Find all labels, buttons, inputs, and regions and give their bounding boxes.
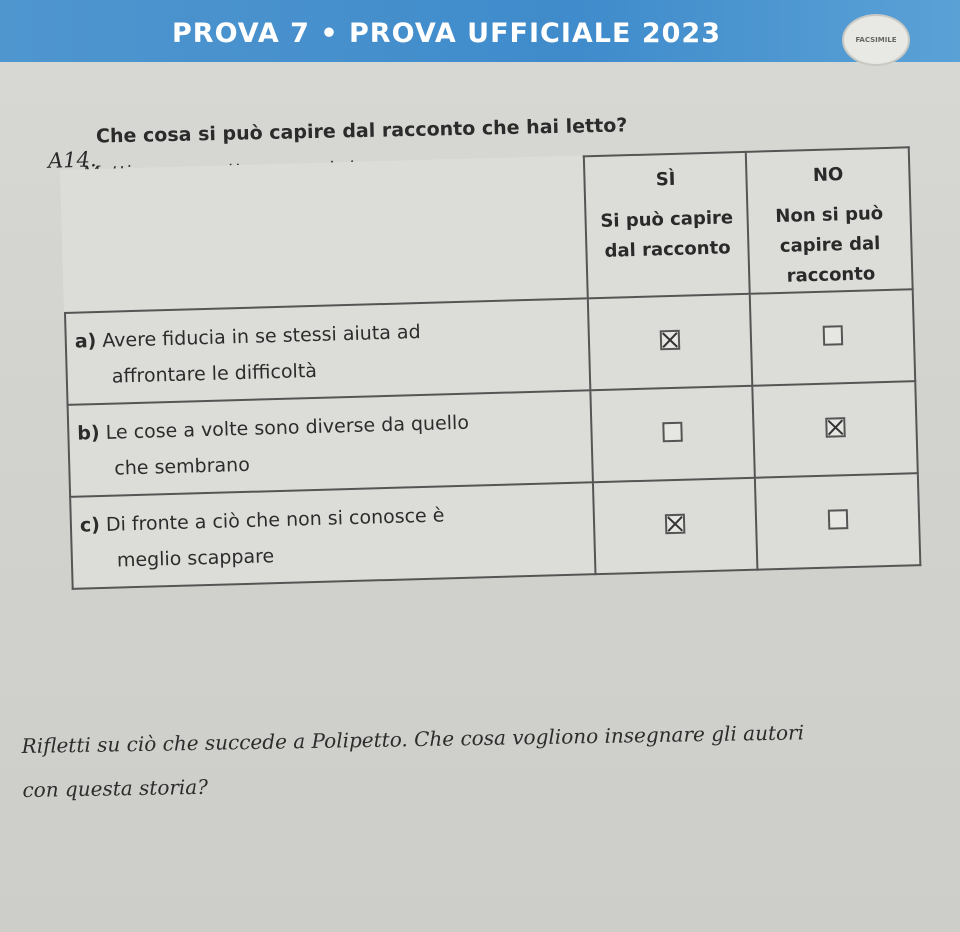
column-yes-head: SÌ — [655, 168, 676, 191]
answer-table — [60, 146, 921, 590]
row-text-line2: affrontare le difficoltà — [111, 359, 318, 388]
row-c-label — [70, 482, 595, 589]
row-a-no-checkbox[interactable] — [822, 325, 843, 346]
row-letter: a) — [74, 330, 97, 353]
row-letter: b) — [77, 421, 100, 445]
row-a-yes-cell — [588, 294, 753, 391]
facsimile-stamp — [842, 14, 910, 66]
page-title: PROVA 7 • PROVA UFFICIALE 2023 — [172, 18, 721, 49]
row-a-label — [65, 298, 590, 405]
row-text-line1: Di fronte a ciò che non si conosce è — [105, 504, 445, 536]
reflection-line2: con questa storia? — [22, 774, 209, 803]
column-yes-label: Si può capire dal racconto — [600, 207, 734, 262]
answer-table-wrap — [60, 146, 943, 640]
row-b-yes-checkbox[interactable] — [662, 422, 683, 443]
header-banner — [0, 0, 960, 62]
reflection-prompt — [21, 708, 942, 812]
question-text: Che cosa si può capire dal racconto che hai letto? — [95, 114, 628, 148]
row-b-label — [68, 390, 593, 497]
row-c-no-cell — [755, 473, 920, 570]
row-letter: c) — [79, 514, 101, 537]
stamp-text: FACSIMILE — [855, 36, 897, 44]
row-text-line1: Le cose a volte sono diverse da quello — [105, 411, 470, 444]
row-text-line1: Avere fiducia in se stessi aiuta ad — [102, 320, 421, 352]
table-header-row — [61, 147, 913, 313]
row-a-no-cell — [750, 289, 915, 386]
question-number: A14. — [47, 147, 97, 173]
table-corner — [61, 156, 588, 313]
row-b-no-cell — [753, 381, 918, 478]
column-no-label: Non si può capire dal racconto — [775, 203, 884, 287]
row-text-line2: che sembrano — [114, 453, 251, 480]
column-yes-header — [584, 152, 750, 298]
row-b-no-checkbox[interactable] — [825, 417, 846, 438]
row-c-yes-cell — [593, 478, 758, 575]
column-no-head: NO — [812, 164, 844, 186]
row-a-yes-checkbox[interactable] — [660, 330, 681, 351]
row-c-no-checkbox[interactable] — [827, 509, 848, 530]
row-c-yes-checkbox[interactable] — [665, 514, 686, 535]
column-no-header — [746, 147, 912, 293]
reflection-line1: Rifletti su ciò che succede a Polipetto. Che cosa vogliono insegnare gli autori — [21, 720, 805, 759]
row-b-yes-cell — [590, 386, 755, 483]
row-text-line2: meglio scappare — [116, 545, 275, 572]
